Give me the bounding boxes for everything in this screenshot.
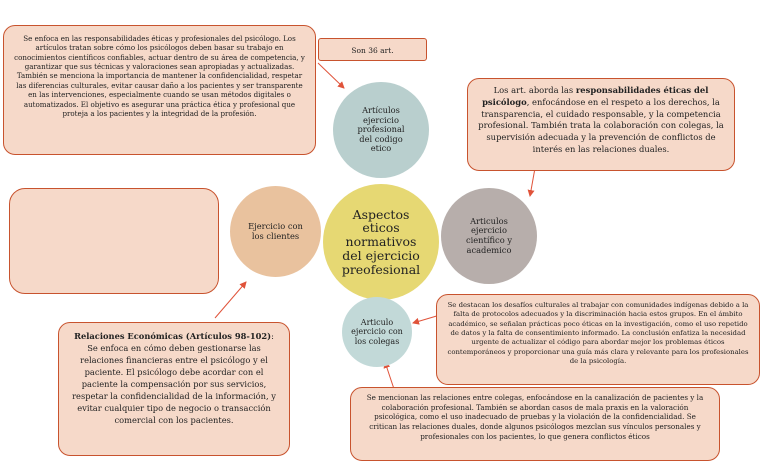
- arrow-count-to-codigo: [318, 63, 344, 88]
- center-title: Aspectos eticos normativos del ejercicio preofesional: [341, 206, 421, 277]
- highlight-text: responsabilidades éticas del psicólogo: [482, 85, 709, 107]
- description-box-academico: [436, 294, 760, 385]
- description-academico-text: Se destacan los desafíos culturales al trabajar con comunidades indígenas debido a la falta de protocolos adecuados y la discriminación hacia estos grupos. En el ámbito académico, se señalan prácticas poco éticas en la investigación, como el uso repetido de datos y la falta de consentimiento informado. La conclusión enfatiza la necesidad urgente de actualizar el código para abordar mejor los problemas éticos contemporáneos y proporcionar una guía más clara y relevante para los profesionales de la psicología.: [447, 301, 749, 365]
- description-box-cientifico: Los art. aborda las responsabilidades éticas del psicólogo, enfocándose en el respeto a los derechos, la transparencia, el cuidado responsable, y la competencia profesional. También trata la colaboración con colegas, la supervisión adecuada y la prevención de conflictos de interés en las relaciones duales.: [467, 78, 735, 171]
- circle-clientes: Ejercicio con los clientes: [230, 186, 321, 277]
- count-text: Son 36 art.: [351, 46, 394, 55]
- empty-box: [9, 188, 219, 294]
- description-codigo-text: Se enfoca en las responsabilidades éticas y profesionales del psicólogo. Los artículos tratan sobre cómo los psicólogos deben basar su trabajo en conocimientos científicos confiables, actuar dentro de su área de competencia, y garantizar que sus técnicas y valoraciones sean apropiadas y actualizadas. También se menciona la importancia de mantener la confidencialidad, respetar las diferencias culturales, evitar causar daño a los pacientes y ser transparente en las intervenciones, especialmente cuando se usan métodos digitales o automatizados. El objetivo es asegurar una práctica ética y profesional que proteja a los pacientes y la integridad de la profesión.: [14, 34, 305, 118]
- count-box: [318, 38, 427, 61]
- circle-codigo-etico: Artículos ejercicio profesional del codigo etico: [333, 82, 429, 178]
- arrow-bottom-left-to-clientes: [215, 282, 246, 318]
- description-box-colegas: [350, 387, 720, 461]
- description-box-codigo: [3, 25, 316, 155]
- circle-cientifico-academico: Articulos ejercicio científico y academico: [441, 188, 537, 284]
- circle-colegas: Articulo ejercicio con los colegas: [342, 297, 412, 367]
- description-colegas-text: Se mencionan las relaciones entre colegas, enfocándose en la canalización de pacientes y la colaboración profesional. También se abordan casos de mala praxis en la valoración psicológica, como el uso inadecuado de pruebas y la violación de la confidencialidad. Se critican las relaciones duales, donde algunos psicólogos mezclan sus vínculos personales y profesionales con los pacientes, lo que genera conflictos éticos: [366, 393, 704, 441]
- description-box-clientes: Relaciones Económicas (Artículos 98-102): Se enfoca en cómo deben gestionarse las relaciones financieras entre el psicólogo y el paciente. El psicólogo debe acordar con el paciente la compensación por sus servicios, respetar la confidencialidad de la información, y evitar cualquier tipo de negocio o transacción comercial con los pacientes.: [58, 322, 290, 456]
- arrow-right-top-to-cientifico: [530, 168, 535, 196]
- circle-center-aspectos: [323, 184, 439, 300]
- economic-relations-title: Relaciones Económicas (Artículos 98-102): [74, 331, 272, 341]
